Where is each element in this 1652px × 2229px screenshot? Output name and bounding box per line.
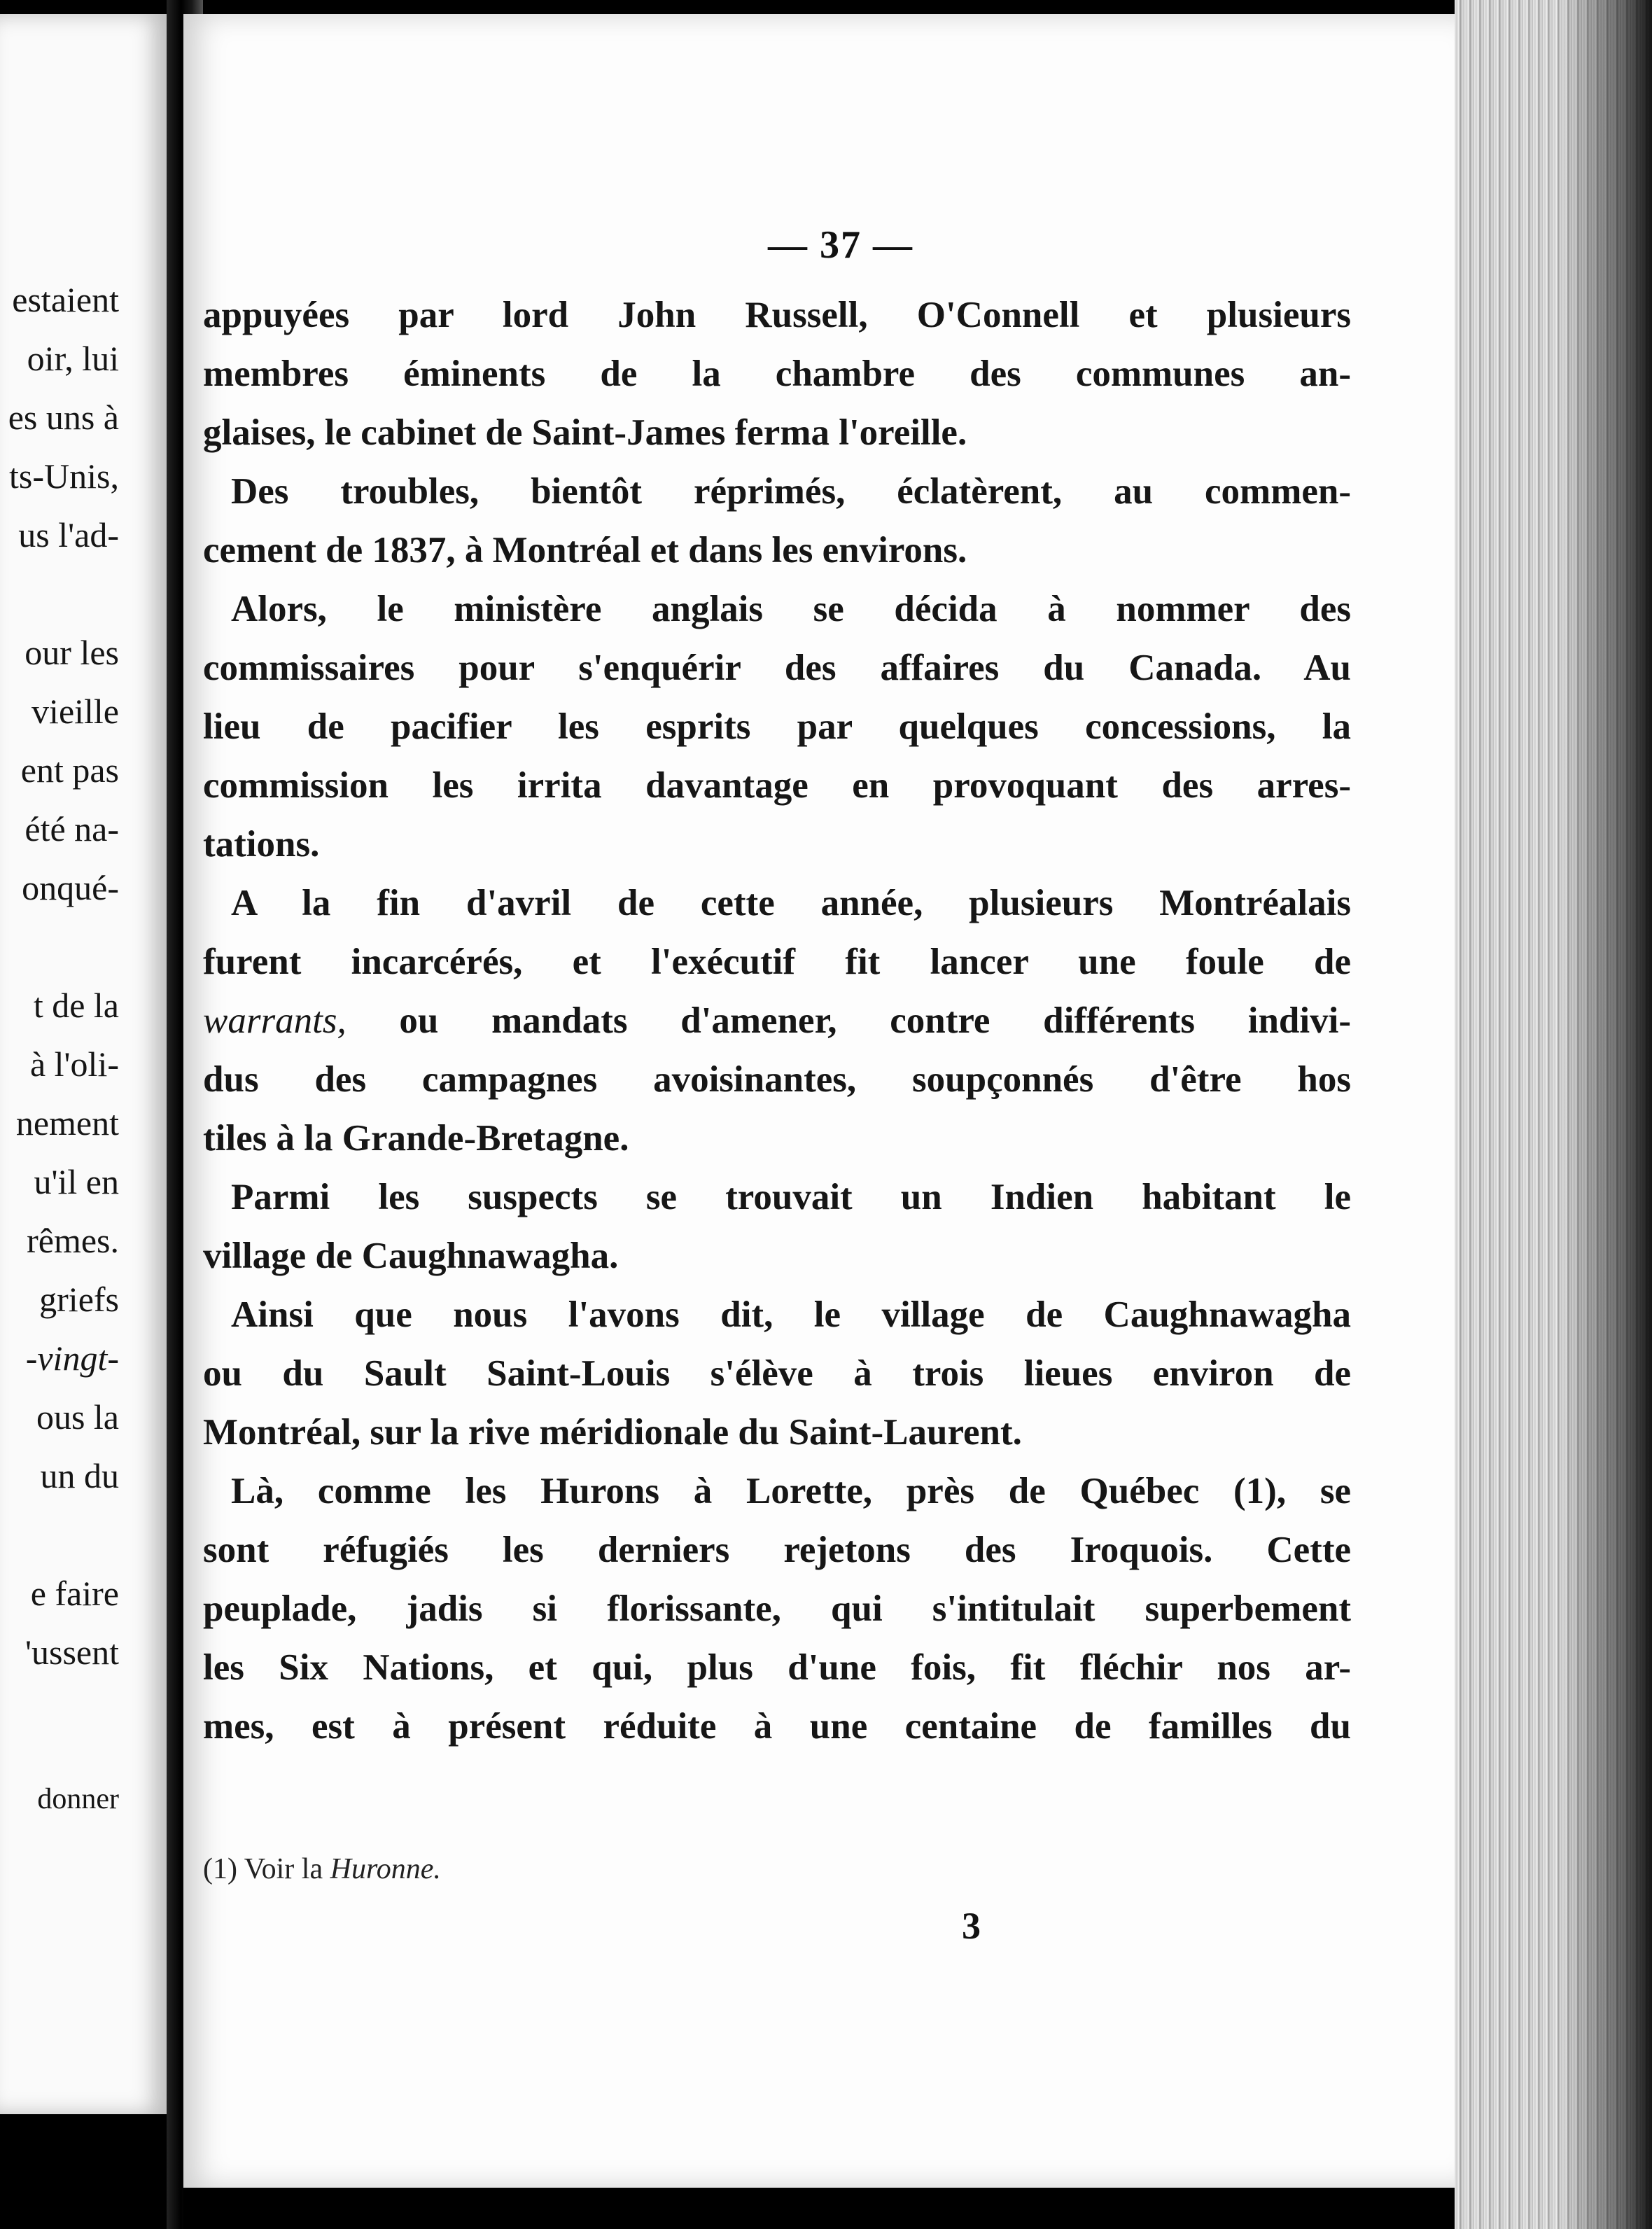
facing-page-line: onqué- [22,868,119,907]
text-line: commission les irrita davantage en provoquant des arres- [203,765,1351,806]
facing-page-line: ent pas [20,750,119,790]
book-fore-edge [1455,0,1652,2229]
text-line: membres éminents de la chambre des communes an- [203,354,1351,394]
facing-page-line: es uns à [8,398,119,437]
facing-page-line: ts-Unis, [9,456,119,496]
text-line: les Six Nations, et qui, plus d'une fois, fit fléchir nos ar- [203,1647,1351,1688]
text-line: furent incarcérés, et l'exécutif fit lancer une foule de [203,942,1351,982]
signature-mark: 3 [962,1905,981,1947]
text-line: sont réfugiés les derniers rejetons des Iroquois. Cette [203,1530,1351,1570]
text-line: Alors, le ministère anglais se décida à nommer des [231,589,1351,629]
facing-page-line: t de la [33,986,119,1025]
text-line: commissaires pour s'enquérir des affaires du Canada. Au [203,648,1351,688]
facing-page-line: à l'oli- [29,1044,119,1084]
facing-page-line: vieille [31,692,119,731]
facing-page-line: ous la [36,1397,119,1437]
footnote [203,1852,441,1886]
facing-page-fragment [0,14,167,2114]
footnote-marker: (1) Voir la [203,1853,323,1885]
line-text: ou mandats d'amener, contre différents indivi- [399,1000,1351,1041]
text-line: peuplade, jadis si florissante, qui s'intitulait superbement [203,1588,1351,1629]
facing-page-line: -vingt- [25,1339,119,1378]
text-line: tiles à la Grande-Bretagne. [203,1118,629,1159]
facing-page-line: e faire [30,1574,119,1613]
text-line: lieu de pacifier les esprits par quelques concessions, la [203,706,1351,747]
facing-page-line: nement [15,1103,119,1143]
facing-page-line: un du [40,1456,119,1495]
facing-page-line: 'ussent [24,1633,119,1672]
facing-page-line: our les [24,633,119,672]
text-line: Des troubles, bientôt réprimés, éclatèrent, au commen- [231,471,1351,512]
text-line: appuyées par lord John Russell, O'Connell et plusieurs [203,295,1351,335]
book-page [183,14,1462,2188]
text-line: cement de 1837, à Montréal et dans les environs. [203,530,967,571]
footnote-reference: Huronne. [330,1853,441,1885]
text-line: Montréal, sur la rive méridionale du Saint-Laurent. [203,1412,1022,1453]
text-line: glaises, le cabinet de Saint-James ferma l'oreille. [203,412,967,453]
facing-page-line: us l'ad- [18,515,119,554]
text-line: Là, comme les Hurons à Lorette, près de Québec (1), se [231,1471,1351,1511]
facing-page-line: donner [37,1783,119,1815]
facing-page-line: estaient [12,280,119,319]
page-number: — 37 — [768,223,913,267]
facing-page-line: été na- [24,809,119,848]
body-text [203,286,1351,1756]
text-line: Parmi les suspects se trouvait un Indien habitant le [231,1177,1351,1217]
text-line: A la fin d'avril de cette année, plusieurs Montréalais [231,883,1351,923]
facing-page-line: rêmes. [27,1221,119,1260]
text-line: ou du Sault Saint-Louis s'élève à trois lieues environ de [203,1353,1351,1394]
text-line [203,991,1351,1050]
facing-page-line: griefs [39,1280,119,1319]
text-line: Ainsi que nous l'avons dit, le village de Caughnawagha [231,1294,1351,1335]
text-line: mes, est à présent réduite à une centaine de familles du [203,1706,1351,1747]
page-bottom-shadow [183,2188,1455,2229]
text-line: tations. [203,824,320,865]
text-line: village de Caughnawagha. [203,1236,619,1276]
facing-page-line: oir, lui [27,339,119,378]
facing-page-line: u'il en [34,1162,119,1201]
text-line: dus des campagnes avoisinantes, soupçonnés d'être hos [203,1059,1351,1100]
italic-term: warrants, [203,1000,346,1041]
